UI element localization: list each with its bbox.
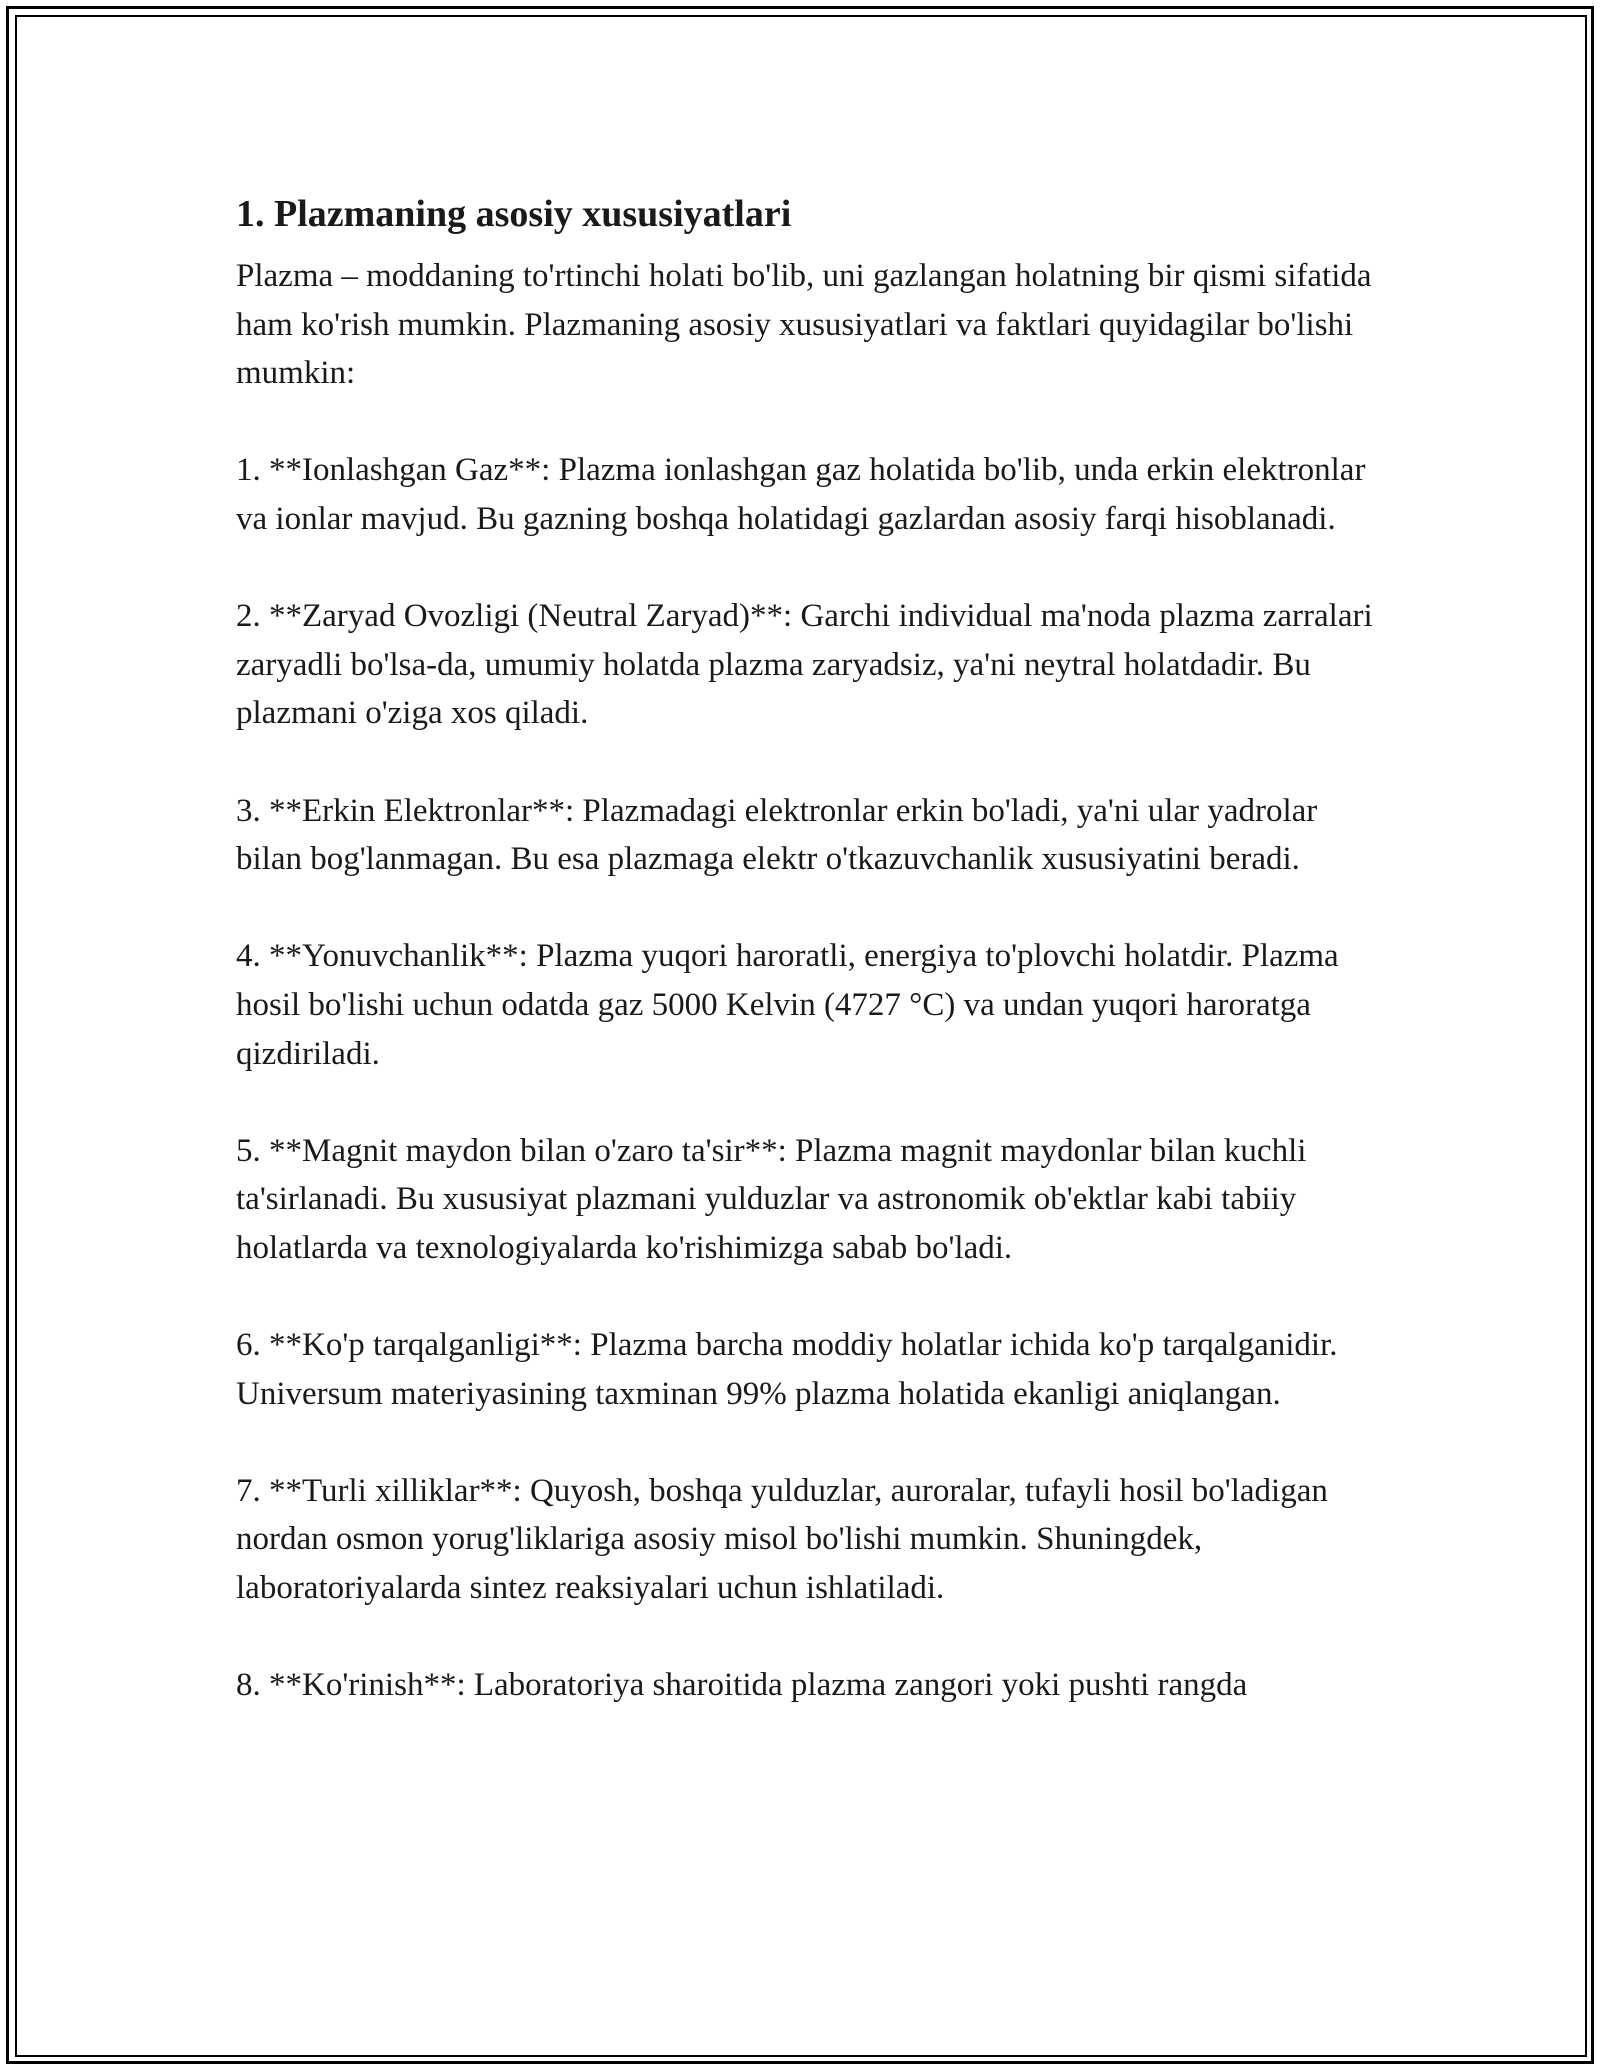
list-item-erkin-elektronlar: 3. **Erkin Elektronlar**: Plazmadagi elektronlar erkin bo'ladi, ya'ni ular yadrolar bilan bog'lanmagan. Bu esa plazmaga elektr o'tkazuvchanlik xususiyatini beradi. <box>236 792 1318 878</box>
list-item-ionlashgan-gaz: 1. **Ionlashgan Gaz**: Plazma ionlashgan gaz holatida bo'lib, unda erkin elektronlar va ionlar mavjud. Bu gazning boshqa holatidagi gazlardan asosiy farqi hisoblanadi. <box>236 452 1366 537</box>
section-heading: 1. Plazmaning asosiy xususiyatlari <box>236 193 792 235</box>
intro-paragraph: Plazma – moddaning to'rtinchi holati bo'lib, uni gazlangan holatning bir qismi sifatida ham ko'rish mumkin. Plazmaning asosiy xususiyatlari va faktlari quyidagilar bo'lishi mumkin: <box>236 258 1372 392</box>
list-item-zaryad-ovozligi: 2. **Zaryad Ovozligi (Neutral Zaryad)**: Garchi individual ma'noda plazma zarralari zaryadli bo'lsa-da, umumiy holatda plazma zaryadsiz, ya'ni neytral holatdadir. Bu plazmani o'ziga xos qiladi. <box>236 598 1373 732</box>
list-item-korinish: 8. **Ko'rinish**: Laboratoriya sharoitida plazma zangori yoki pushti rangda <box>236 1667 1248 1704</box>
list-item-magnit-maydon: 5. **Magnit maydon bilan o'zaro ta'sir**: Plazma magnit maydonlar bilan kuchli ta'sirlanadi. Bu xususiyat plazmani yulduzlar va astronomik ob'ektlar kabi tabiiy holatlarda va texnologiyalarda ko'rishimizga sabab bo'ladi. <box>236 1132 1307 1266</box>
list-item-yonuvchanlik: 4. **Yonuvchanlik**: Plazma yuqori haroratli, energiya to'plovchi holatdir. Plazma hosil bo'lishi uchun odatda gaz 5000 Kelvin (4727 °C) va undan yuqori haroratga qizdiriladi. <box>236 938 1339 1072</box>
list-item-turli-xilliklar: 7. **Turli xilliklar**: Quyosh, boshqa yulduzlar, auroralar, tufayli hosil bo'ladigan nordan osmon yorug'liklariga asosiy misol bo'lishi mumkin. Shuningdek, laboratoriyalarda sintez reaksiyalari uchun ishlatiladi. <box>236 1472 1328 1607</box>
list-item-kop-tarqalganligi: 6. **Ko'p tarqalganligi**: Plazma barcha moddiy holatlar ichida ko'p tarqalganidir. Universum materiyasining taxminan 99% plazma holatida ekanligi aniqlangan. <box>236 1327 1338 1412</box>
document-body <box>236 186 1386 1710</box>
